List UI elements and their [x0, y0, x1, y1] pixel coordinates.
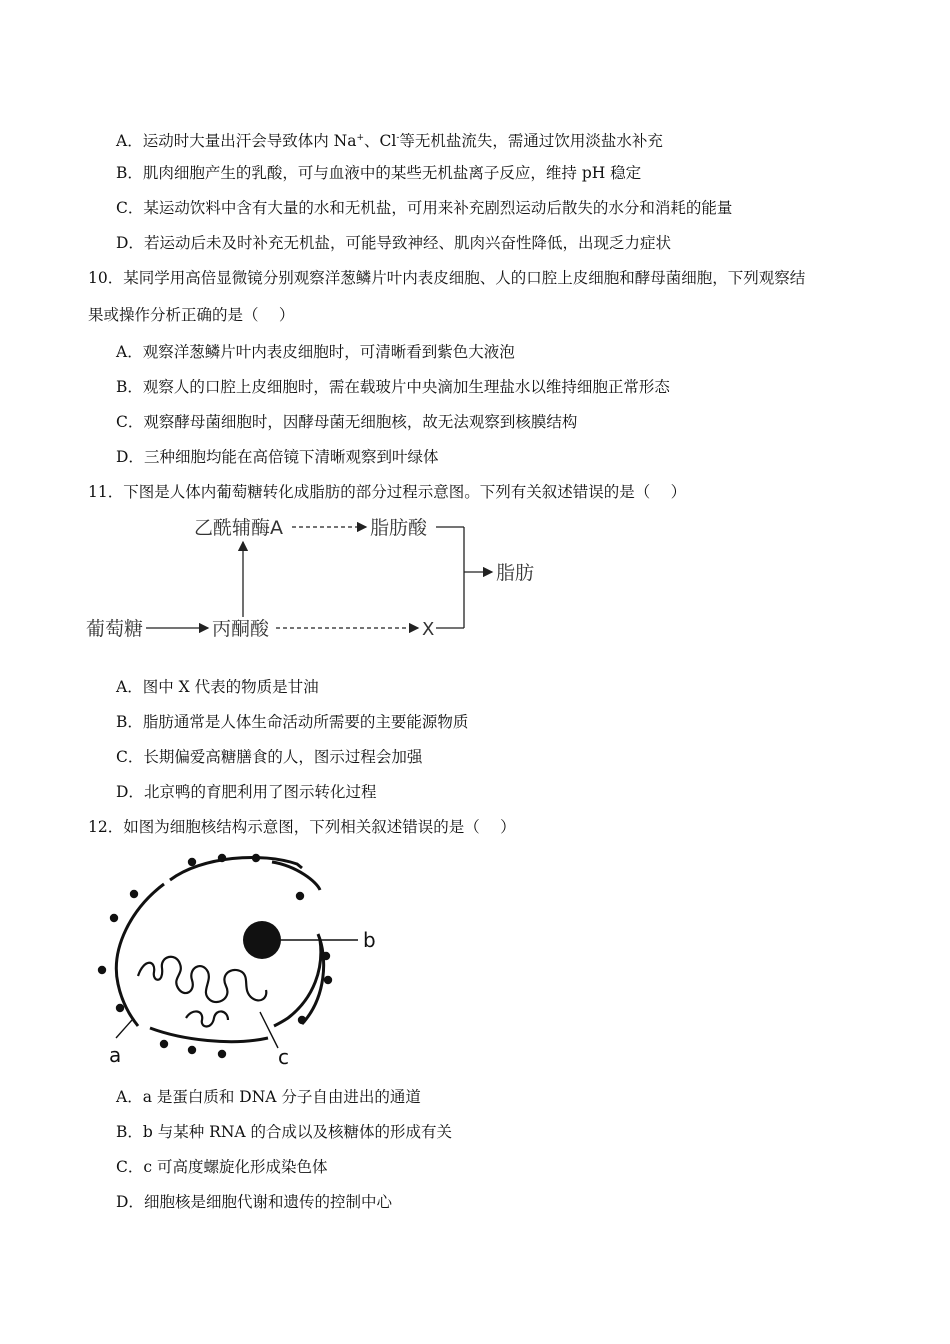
q12-option-d: D．细胞核是细胞代谢和遗传的控制中心: [116, 1193, 392, 1211]
x-label: X: [422, 619, 435, 640]
q12-option-a: A．a 是蛋白质和 DNA 分子自由进出的通道: [116, 1088, 421, 1106]
nucleus-structure-diagram: [92, 848, 392, 1072]
label-a: a: [109, 1043, 122, 1067]
q9-option-a: A．运动时大量出汗会导致体内 Na+、Cl-等无机盐流失，需通过饮用淡盐水补充: [116, 132, 663, 150]
nuclear-envelope-left: [116, 884, 164, 1026]
acetyl-coa-label: 乙酰辅酶A: [194, 517, 283, 539]
ribosome-dot: [188, 858, 196, 866]
q11-option-b: B．脂肪通常是人体生命活动所需要的主要能源物质: [116, 713, 469, 731]
label-b: b: [363, 928, 376, 952]
q10-stem-line1: 10．某同学用高倍显微镜分别观察洋葱鳞片叶内表皮细胞、人的口腔上皮细胞和酵母菌细胞，下列观察结: [88, 269, 806, 287]
q9-option-b: B．肌肉细胞产生的乳酸，可与血液中的某些无机盐离子反应，维持 pH 稳定: [116, 164, 642, 182]
nuclear-envelope-right: [274, 940, 321, 1026]
q10-option-d: D．三种细胞均能在高倍镜下清晰观察到叶绿体: [116, 448, 439, 466]
ribosome-dot: [130, 890, 138, 898]
nuclear-envelope-bottom: [150, 1028, 268, 1042]
ribosome-dot: [324, 976, 332, 984]
label-c: c: [278, 1045, 289, 1069]
ribosome-dot: [322, 952, 330, 960]
q11-option-a: A．图中 X 代表的物质是甘油: [116, 678, 319, 696]
label-line-a: [116, 1020, 132, 1038]
q10-option-c: C．观察酵母菌细胞时，因酵母菌无细胞核，故无法观察到核膜结构: [116, 413, 578, 431]
ribosome-dot: [98, 966, 106, 974]
glucose-to-fat-diagram: [80, 508, 560, 650]
q9-option-c: C．某运动饮料中含有大量的水和无机盐，可用来补充剧烈运动后散失的水分和消耗的能量: [116, 199, 733, 217]
chromatin-2: [186, 1011, 228, 1026]
q11-option-c: C．长期偏爱高糖膳食的人，图示过程会加强: [116, 748, 423, 766]
q12-stem: 12．如图为细胞核结构示意图，下列相关叙述错误的是（ ）: [88, 818, 516, 836]
pyruvate-label: 丙酮酸: [212, 618, 270, 640]
q10-option-b: B．观察人的口腔上皮细胞时，需在载玻片中央滴加生理盐水以维持细胞正常形态: [116, 378, 670, 396]
ribosome-dot: [160, 1040, 168, 1048]
q10-stem-line2: 果或操作分析正确的是（ ）: [88, 306, 295, 324]
ribosome-dot: [218, 1050, 226, 1058]
ribosome-dot: [296, 892, 304, 900]
fatty-acid-label: 脂肪酸: [370, 517, 428, 539]
ribosome-dot: [218, 854, 226, 862]
q10-option-a: A．观察洋葱鳞片叶内表皮细胞时，可清晰看到紫色大液泡: [116, 343, 515, 361]
ribosome-dot: [110, 914, 118, 922]
q9-option-d: D．若运动后未及时补充无机盐，可能导致神经、肌肉兴奋性降低，出现乏力症状: [116, 234, 671, 252]
glucose-label: 葡萄糖: [86, 618, 144, 640]
ribosome-dot: [116, 1004, 124, 1012]
ribosome-dot: [252, 854, 260, 862]
label-line-c: [260, 1012, 278, 1048]
nuclear-envelope-upper-inner: [272, 862, 320, 890]
q12-option-c: C．c 可高度螺旋化形成染色体: [116, 1158, 328, 1176]
ribosome-dot: [188, 1046, 196, 1054]
chromatin: [138, 957, 266, 1002]
q12-option-b: B．b 与某种 RNA 的合成以及核糖体的形成有关: [116, 1123, 453, 1141]
q11-stem: 11．下图是人体内葡萄糖转化成脂肪的部分过程示意图。下列有关叙述错误的是（ ）: [88, 483, 687, 501]
q11-option-d: D．北京鸭的育肥利用了图示转化过程: [116, 783, 377, 801]
nucleolus: [243, 921, 281, 959]
ribosome-dot: [298, 1016, 306, 1024]
fat-label: 脂肪: [496, 562, 535, 584]
